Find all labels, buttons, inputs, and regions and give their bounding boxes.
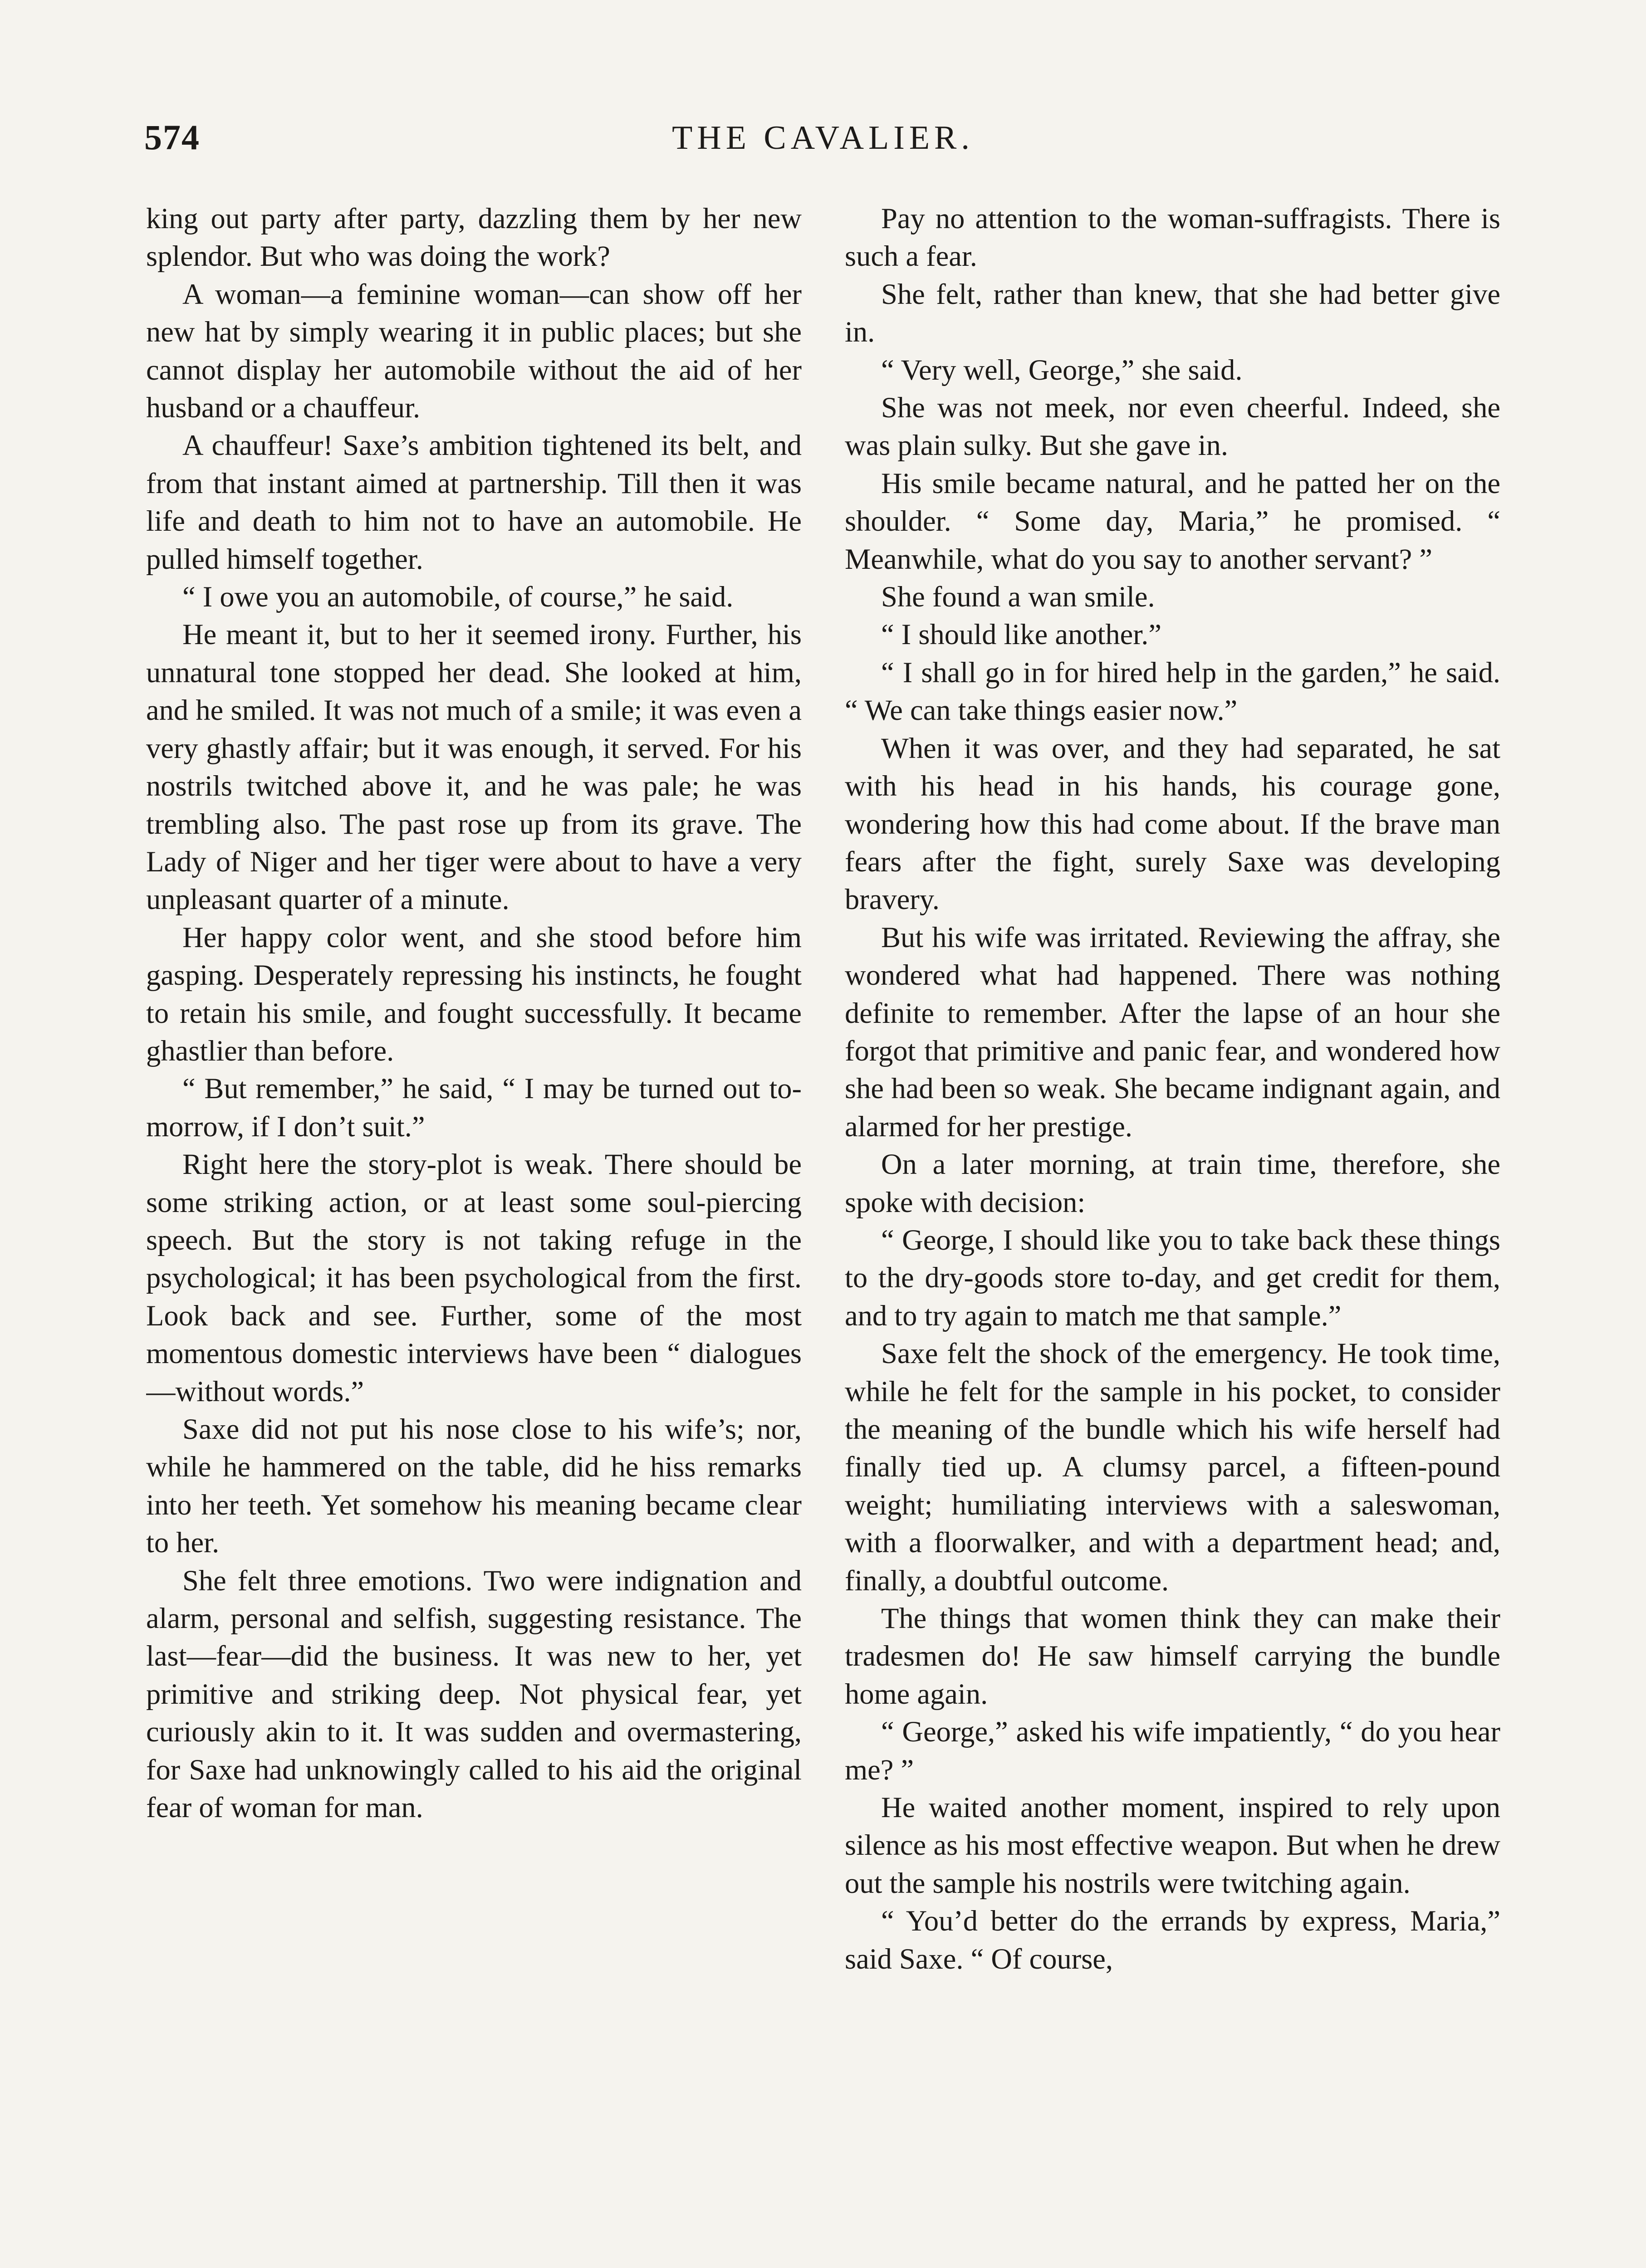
paragraph: But his wife was irritated. Reviewing the affray, she wondered what had happened. There was nothing definite to remember. After the lapse of an hour she forgot that primitive and panic fear, and wondered how she had been so weak. She became indignant again, and alarmed for her prestige. <box>845 921 1500 1143</box>
paragraph: “ You’d better do the errands by express, Maria,” said Saxe. “ Of course, <box>845 1905 1500 1975</box>
paragraph: Saxe did not put his nose close to his wife’s; nor, while he hammered on the table, did he hiss remarks into her teeth. Yet somehow his meaning became clear to her. <box>146 1413 802 1559</box>
running-title: THE CAVALIER. <box>672 119 974 156</box>
paragraph: Saxe felt the shock of the emergency. He took time, while he felt for the sample in his pocket, to consider the meaning of the bundle which his wife herself had finally tied up. A clumsy parcel, a fifteen-pound weight; humiliating interviews with a saleswoman, with a floorwalker, and with a department head; and, finally, a doubtful outcome. <box>845 1337 1500 1597</box>
paragraph: He meant it, but to her it seemed irony. Further, his unnatural tone stopped her dead. She looked at him, and he smiled. It was not much of a smile; it was even a very ghastly affair; but it was enough, it served. For his nostrils twitched above it, and he was pale; he was trembling also. The past rose up from its grave. The Lady of Niger and her tiger were about to have a very unpleasant quarter of a minute. <box>146 618 802 916</box>
paragraph: A chauffeur! Saxe’s ambition tightened its belt, and from that instant aimed at partnership. Till then it was life and death to him not to have an automobile. He pulled himself together. <box>146 429 802 575</box>
paragraph: “ George,” asked his wife impatiently, “ do you hear me? ” <box>845 1716 1500 1786</box>
paragraph: On a later morning, at train time, therefore, she spoke with decision: <box>845 1148 1500 1218</box>
paragraph: “ George, I should like you to take back these things to the dry-goods store to-day, and get credit for them, and to try again to match me that sample.” <box>845 1223 1500 1332</box>
left-column <box>146 200 802 2268</box>
paragraph: Pay no attention to the woman-suffragists. There is such a fear. <box>845 202 1500 273</box>
right-column <box>845 200 1500 2268</box>
paragraph: “ I should like another.” <box>881 618 1161 651</box>
paragraph: “ Very well, George,” she said. <box>881 353 1243 386</box>
paragraph: She felt, rather than knew, that she had better give in. <box>845 278 1500 348</box>
paragraph: He waited another moment, inspired to rely upon silence as his most effective weapon. But when he drew out the sample his nostrils were twitching again. <box>845 1791 1500 1899</box>
paragraph: She found a wan smile. <box>881 581 1155 613</box>
paragraph: A woman—a feminine woman—can show off her new hat by simply wearing it in public places; but she cannot display her automobile without the aid of her husband or a chauffeur. <box>146 278 802 424</box>
paragraph: king out party after party, dazzling them by her new splendor. But who was doing the work? <box>146 202 802 273</box>
paragraph: “ I shall go in for hired help in the garden,” he said. “ We can take things easier now.” <box>845 656 1500 727</box>
paragraph: When it was over, and they had separated, he sat with his head in his hands, his courage gone, wondering how this had come about. If the brave man fears after the fight, surely Saxe was developing bravery. <box>845 732 1500 916</box>
paragraph: She felt three emotions. Two were indignation and alarm, personal and selfish, suggesting resistance. The last—fear—did the business. It was new to her, yet primitive and striking deep. Not physical fear, yet curiously akin to it. It was sudden and overmastering, for Saxe had unknowingly called to his aid the original fear of woman for man. <box>146 1564 802 1824</box>
paragraph: Her happy color went, and she stood before him gasping. Desperately repressing his instincts, he fought to retain his smile, and fought successfully. It became ghastlier than before. <box>146 921 802 1067</box>
page-number: 574 <box>144 117 200 157</box>
paragraph: “ But remember,” he said, “ I may be turned out to-morrow, if I don’t suit.” <box>146 1072 802 1143</box>
paragraph: She was not meek, nor even cheerful. Indeed, she was plain sulky. But she gave in. <box>845 391 1500 462</box>
paragraph: The things that women think they can make their tradesmen do! He saw himself carrying the bundle home again. <box>845 1602 1500 1710</box>
paragraph: “ I owe you an automobile, of course,” he said. <box>182 581 734 613</box>
paragraph: Right here the story-plot is weak. There should be some striking action, or at least some soul-piercing speech. But the story is not taking refuge in the psychological; it has been psychological from the first. Look back and see. Further, some of the most momentous domestic interviews have been “ dialogues —without words.” <box>146 1148 802 1408</box>
paragraph: His smile became natural, and he patted her on the shoulder. “ Some day, Maria,” he promised. “ Meanwhile, what do you say to another servant? ” <box>845 467 1500 575</box>
